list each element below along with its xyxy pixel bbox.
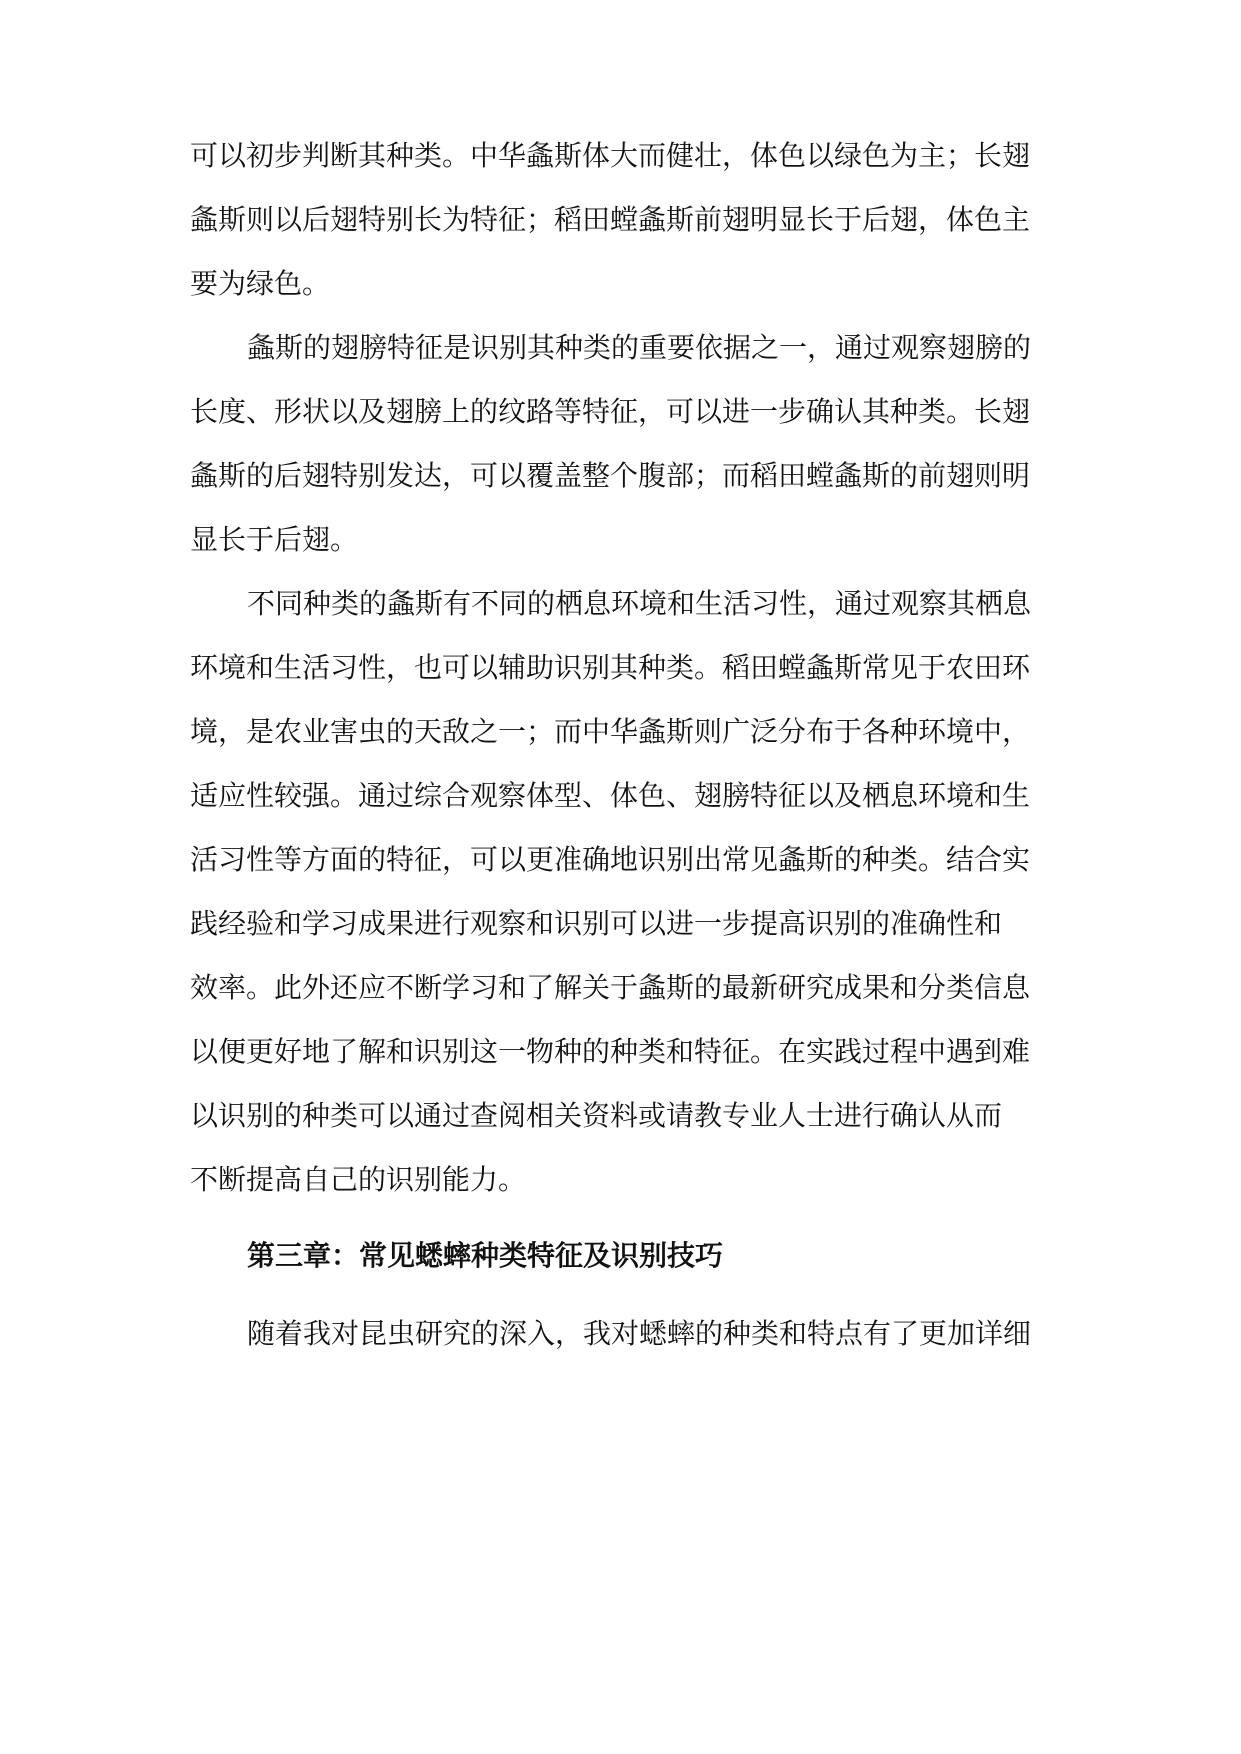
text-line: 活习性等方面的特征，可以更准确地识别出常见螽斯的种类。结合实 (190, 843, 1031, 876)
text-line: 以便更好地了解和识别这一物种的种类和特征。在实践过程中遇到难 (190, 1035, 1031, 1068)
text-line: 环境和生活习性，也可以辅助识别其种类。稻田螳螽斯常见于农田环 (190, 651, 1031, 684)
text-line: 不断提高自己的识别能力。 (190, 1163, 527, 1196)
text-line: 适应性较强。通过综合观察体型、体色、翅膀特征以及栖息环境和生 (190, 779, 1031, 812)
text-line: 显长于后翅。 (190, 523, 359, 556)
text-line: 长度、形状以及翅膀上的纹路等特征，可以进一步确认其种类。长翅 (190, 395, 1031, 428)
text-line: 境，是农业害虫的天敌之一；而中华螽斯则广泛分布于各种环境中， (190, 715, 1031, 748)
text-line: 螽斯的后翅特别发达，可以覆盖整个腹部；而稻田螳螽斯的前翅则明 (190, 459, 1031, 492)
text-line: 不同种类的螽斯有不同的栖息环境和生活习性，通过观察其栖息 (247, 587, 1032, 620)
text-line: 以识别的种类可以通过查阅相关资料或请教专业人士进行确认从而 (190, 1099, 1003, 1132)
text-line: 随着我对昆虫研究的深入，我对蟋蟀的种类和特点有了更加详细 (247, 1317, 1032, 1350)
chapter-heading: 第三章：常见蟋蟀种类特征及识别技巧 (247, 1239, 724, 1272)
text-line: 效率。此外还应不断学习和了解关于螽斯的最新研究成果和分类信息 (190, 971, 1031, 1004)
text-line: 要为绿色。 (190, 267, 331, 300)
text-line: 践经验和学习成果进行观察和识别可以进一步提高识别的准确性和 (190, 907, 1003, 940)
text-line: 螽斯的翅膀特征是识别其种类的重要依据之一，通过观察翅膀的 (247, 331, 1032, 364)
text-line: 可以初步判断其种类。中华螽斯体大而健壮，体色以绿色为主；长翅 (190, 139, 1031, 172)
text-line: 螽斯则以后翅特别长为特征；稻田螳螽斯前翅明显长于后翅，体色主 (190, 203, 1031, 236)
